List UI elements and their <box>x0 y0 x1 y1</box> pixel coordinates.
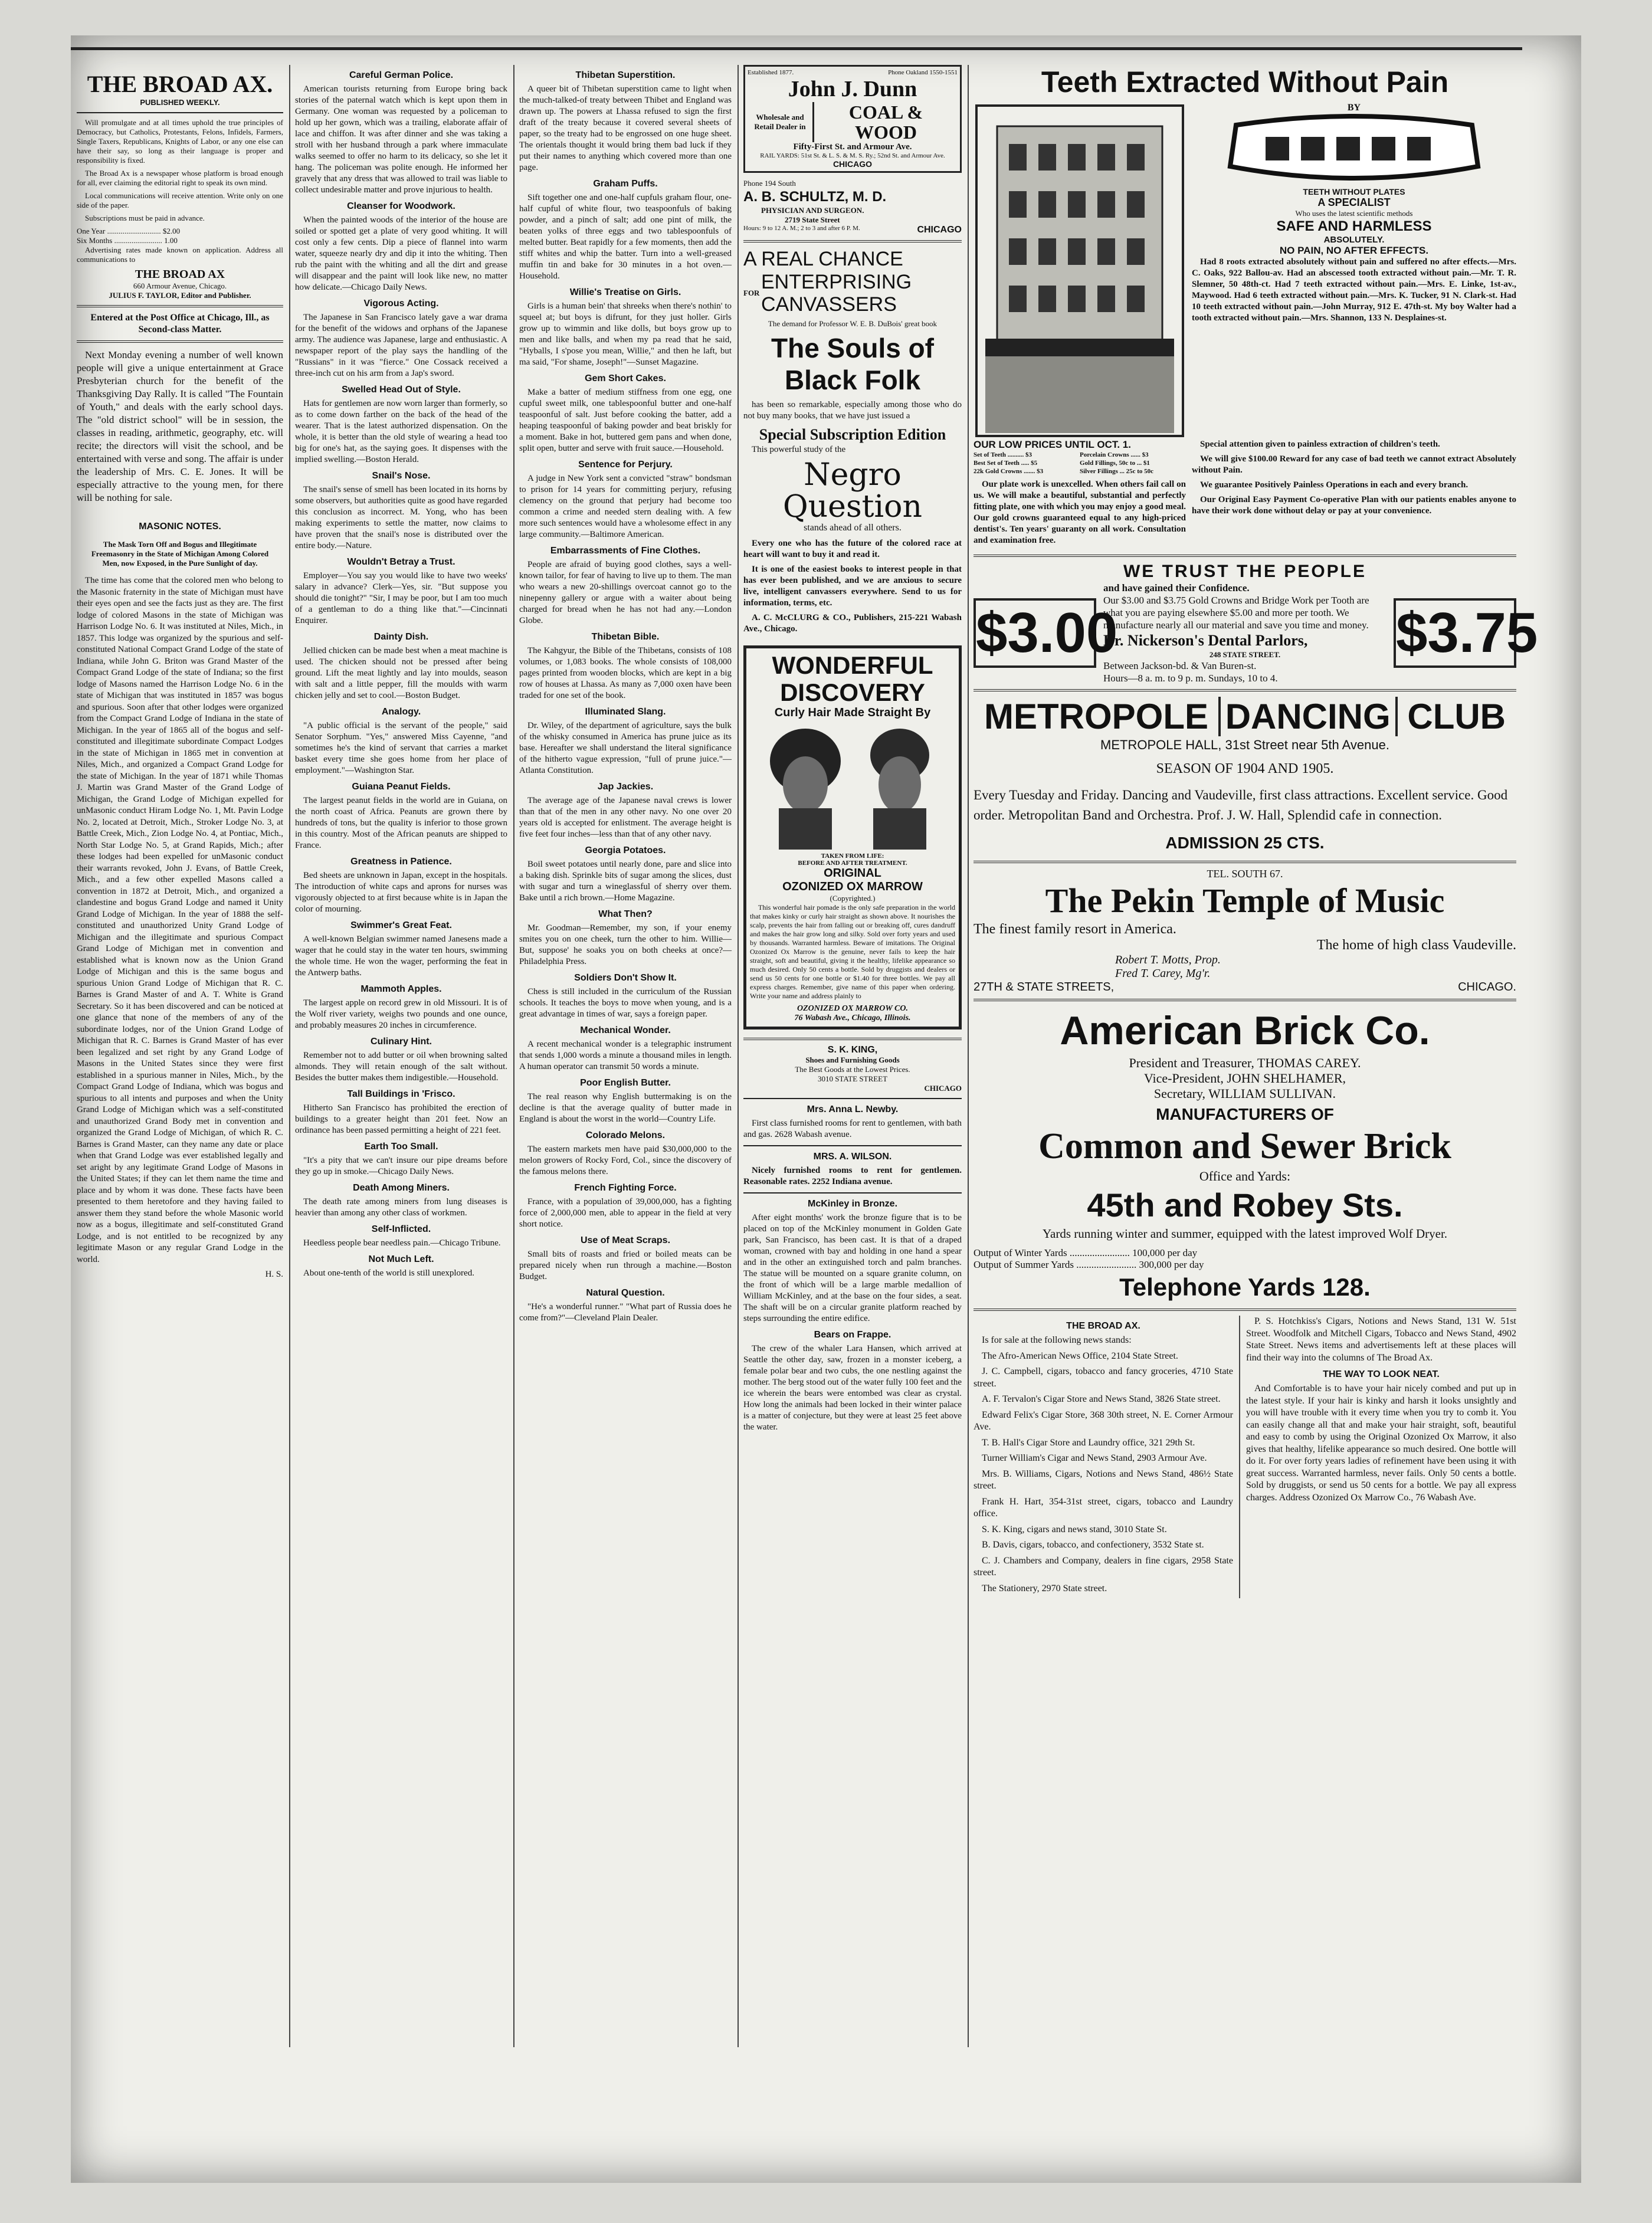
column-3 <box>519 65 732 2059</box>
article-body: A judge in New York sent a convicted "straw" bondsman to prison for 14 years for committing perjury, refusing clemency on the ground that perjury had become too common a crime and needed stern dealing with. A few more such sentences would have a wholesome effect in any large community.—Baltimore American. <box>519 474 732 539</box>
nickerson-address: 248 STATE STREET. <box>1209 650 1281 659</box>
wonder-caption-1: TAKEN FROM LIFE: <box>821 853 884 860</box>
article-heading: French Fighting Force. <box>574 1183 677 1193</box>
article-body: The largest apple on record grew in old Missouri. It is of the Wolf river variety, weighs two pounds and one ounce, and probably measures 20 inches in circumference. <box>295 998 507 1030</box>
stands-intro: Is for sale at the following news stands: <box>982 1335 1132 1345</box>
nickerson-hours: Hours—8 a. m. to 9 p. m. Sundays, 10 to 4. <box>1103 673 1278 684</box>
article-heading: What Then? <box>598 909 653 919</box>
article-heading: Culinary Hint. <box>370 1037 432 1047</box>
news-stand-item: C. J. Chambers and Company, dealers in fine cigars, 2958 State street. <box>974 1555 1233 1578</box>
book-title-2: Black Folk <box>784 365 921 395</box>
pekin-line-2: The home of high class Vaudeville. <box>1316 937 1516 953</box>
wonder-address-2: 76 Wabash Ave., Chicago, Illinois. <box>794 1014 911 1022</box>
dunn-coal: COAL & <box>848 101 923 123</box>
column-5 <box>974 65 1538 2059</box>
canvass-headline-1: A REAL CHANCE <box>743 248 903 270</box>
news-stand-item: Edward Felix's Cigar Store, 368 30th street, N. E. Corner Armour Ave. <box>974 1409 1233 1432</box>
article-heading: Vigorous Acting. <box>363 299 439 309</box>
metropole-dancing-club <box>974 696 1516 737</box>
bears-body: The crew of the whaler Lara Hansen, which arrived at Seattle the other day, saw, frozen in a monster iceberg, a female polar bear and two cubs, the one nestling against the mother. The berg stood out of the water fully 100 feet and the ice wherein the bears were entombed was clear as crystal. How long the animals had been locked in their winter palace is a matter of conjecture, but they were at least 25 feet above the water. <box>743 1344 962 1432</box>
masthead-ads: Advertising rates made known on application. Address all communications to <box>77 245 283 264</box>
column-rule <box>513 65 514 2047</box>
no-pain: NO PAIN, NO AFTER EFFECTS. <box>1279 245 1429 256</box>
article-heading: Mechanical Wonder. <box>580 1025 671 1035</box>
dunn-wood: WOOD <box>855 122 917 143</box>
low-prices: OUR LOW PRICES UNTIL OCT. 1. <box>974 439 1131 450</box>
king-tagline-2: The Best Goods at the Lowest Prices. <box>795 1065 910 1074</box>
article-heading: Thibetan Bible. <box>591 632 660 642</box>
article-body: Hats for gentlemen are now worn larger than formerly, so as to come down farther on the back of the head of the wearer. That is the latest authorized dispensation. On the whole, it is better than the old style of wearing a head too big for one's hat, as the saying goes. It dispenses with the implied swelling.—Boston Herald. <box>295 399 507 464</box>
pekin-address: 27TH & STATE STREETS, <box>974 981 1115 994</box>
schultz-hours: Hours: 9 to 12 A. M.; 2 to 3 and after 6 P. M. <box>743 225 860 232</box>
article-body: Hitherto San Francisco has prohibited the erection of buildings to a greater height than 201 feet. Now an ordinance has been passed permitting a height of 221 feet. <box>295 1103 507 1135</box>
brick-product: Common and Sewer Brick <box>1038 1126 1451 1166</box>
article-heading: Dainty Dish. <box>373 632 429 642</box>
king-name: S. K. KING, <box>827 1045 878 1055</box>
safe-harmless: SAFE AND HARMLESS <box>1276 218 1432 234</box>
dunn-dealer: Wholesale and Retail Dealer in <box>754 113 806 131</box>
article-body: "A public official is the servant of the people," said Senator Sorphum. "Yes," answered Miss Cayenne, "and sometimes he's the kind of servant that carries a market basket every time she goes home from her place of employment."—Washington Star. <box>295 721 507 775</box>
prices-left <box>974 451 1080 476</box>
article-heading: Analogy. <box>381 707 421 717</box>
dunn-name: John J. Dunn <box>788 77 917 101</box>
article-body: "It's a pity that we can't insure our pipe dreams before they go up in smoke.—Chicago Daily News. <box>295 1156 507 1176</box>
wonder-headline-2: DISCOVERY <box>780 678 925 706</box>
pekin-proprietor: Robert T. Motts, Prop. <box>1115 953 1221 966</box>
article-body: Chess is still included in the curriculum of the Russian schools. It teaches the boys to move when young, and is a great advantage in times of war, says a foreign paper. <box>519 987 732 1019</box>
canvass-p2: This powerful study of the <box>752 445 846 454</box>
brick-headline: American Brick Co. <box>1060 1008 1430 1053</box>
story-entertainment: Next Monday evening a number of well known people will give a unique entertainment at Grace Presbyterian church for the benefit of the Thanksgiving Day Rally. It is called "The Fountain of Youth," and deals with the early school days. The "old district school" will be in session, the classes in reading, arithmetic, geography, etc. will recite; the directors will visit the school, and be entertained with verse and song. The affair is under the leadership of Mrs. C. E. Jones. It will be especially attractive to the young men, for there will be nothing for sale. <box>77 349 283 503</box>
canvassers-ad <box>743 247 962 635</box>
brick-manufacturers: MANUFACTURERS OF <box>1156 1105 1334 1123</box>
article-heading: Guiana Peanut Fields. <box>352 782 451 792</box>
canvass-headline-2: ENTERPRISING <box>761 271 912 293</box>
absolutely: ABSOLUTELY. <box>1323 235 1385 245</box>
price-item: Porcelain Crowns ...... $3 <box>1080 451 1149 458</box>
article-heading: Gem Short Cakes. <box>585 373 666 383</box>
stands-heading: THE BROAD AX. <box>1066 1321 1140 1331</box>
article-heading: Sentence for Perjury. <box>578 460 673 470</box>
article-heading: Mammoth Apples. <box>360 984 442 994</box>
schultz-title: PHYSICIAN AND SURGEON. <box>761 206 864 215</box>
article-heading: Georgia Potatoes. <box>585 845 666 855</box>
rate-one-year: One Year ............................ $2.00 <box>77 227 181 235</box>
specialist: A SPECIALIST <box>1317 196 1391 208</box>
mckinley-heading: McKinley in Bronze. <box>807 1199 898 1209</box>
king-tagline: Shoes and Furnishing Goods <box>805 1055 900 1064</box>
price-item: Best Set of Teeth ..... $5 <box>974 460 1038 467</box>
article-heading: Illuminated Slang. <box>585 707 666 717</box>
article-body: The death rate among miners from lung diseases is heavier than among any other class of workmen. <box>295 1197 507 1218</box>
article-heading: Tall Buildings in 'Frisco. <box>347 1089 455 1099</box>
article-body: France, with a population of 39,000,000, has a fighting force of 2,000,000 men, able to appear in the field at very short notice. <box>519 1197 732 1229</box>
metropole-season: SEASON OF 1904 AND 1905. <box>1156 761 1334 776</box>
column-rule <box>738 65 739 2047</box>
news-stand-item: The Afro-American News Office, 2104 State Street. <box>982 1350 1178 1361</box>
king-city: CHICAGO <box>924 1084 962 1093</box>
pekin-headline: The Pekin Temple of Music <box>1045 881 1445 920</box>
brick-address: 45th and Robey Sts. <box>1087 1186 1403 1224</box>
masonic-subheading: The Mask Torn Off and Bogus and Illegitimate Freemasonry in the State of Michigan Among Colored Men, now Exposed, in the Pure Sunlight of day. <box>91 540 269 568</box>
column-1 <box>77 65 283 2059</box>
masthead-intro-2: The Broad Ax is a newspaper whose platform is broad enough for all, ever claiming the editorial right to speak its own mind. <box>77 169 283 187</box>
brick-output-summer: Output of Summer Yards ........................ 300,000 per day <box>974 1259 1204 1270</box>
article-heading: Colorado Melons. <box>585 1130 666 1140</box>
rate-six-months: Six Months ......................... 1.00 <box>77 236 178 245</box>
article-body: The average age of the Japanese naval crews is lower than that of the men in any other navy. No one over 20 years old is accepted for enlistment. The average height is five feet four inches—less than that of any other navy. <box>519 796 732 839</box>
newby-body: First class furnished rooms for rent to gentlemen, with bath and gas. 2628 Wabash avenue. <box>743 1119 962 1139</box>
schultz-address: 2719 State Street <box>785 215 840 224</box>
article-heading: Death Among Miners. <box>353 1183 450 1193</box>
entered-notice: Entered at the Post Office at Chicago, Ill., as Second-class Matter. <box>90 313 270 335</box>
news-stand-item: J. C. Campbell, cigars, tobacco and fancy groceries, 4710 State street. <box>974 1366 1233 1389</box>
negro-label: Negro <box>804 457 902 493</box>
article-heading: Soldiers Don't Show It. <box>574 973 677 983</box>
dunn-coal-ad <box>743 65 962 173</box>
king-address: 3010 STATE STREET <box>817 1074 888 1083</box>
article-body: The largest peanut fields in the world are in Guiana, on the north coast of Africa. Peanuts are grown there by hundreds of tons, but the quality is inferior to those grown in this country. Most of the African peanuts are shipped to France. <box>295 796 507 850</box>
masthead-subtitle: PUBLISHED WEEKLY. <box>140 98 220 107</box>
article-heading: Wouldn't Betray a Trust. <box>347 557 455 567</box>
masthead-intro: Will promulgate and at all times uphold the true principles of Democracy, but Catholics, Protestants, Felons, Infidels, Farmers, Single Taxers, Republicans, Knights of Labor, or any one else can have their say, so long as their language is proper and responsibility is fixed. <box>77 118 283 165</box>
article-body: "He's a wonderful runner." "What part of Russia does he come from?"—Cleveland Plain Dealer. <box>519 1302 732 1323</box>
question-label: Question <box>783 489 922 524</box>
canvass-p4: Every one who has the future of the colored race at heart will want to buy it and read it. <box>743 539 962 559</box>
payment-plan: Our Original Easy Payment Co-operative Plan with our patients enables anyone to have their work done without delay or pay at your convenience. <box>1192 495 1516 516</box>
reward: We will give $100.00 Reward for any case of bad teeth we cannot extract Absolutely without Pain. <box>1192 454 1516 475</box>
article-heading: Self-Inflicted. <box>371 1224 431 1234</box>
trust-headline: WE TRUST THE PEOPLE <box>1123 562 1367 581</box>
column-4 <box>743 65 962 2059</box>
wonder-copyright: (Copyrighted.) <box>830 894 876 903</box>
article-body: A recent mechanical wonder is a telegraphic instrument that sends 1,000 words a minute a thousand miles in length. A human operator can transmit 50 words a minute. <box>519 1040 732 1071</box>
dancing-word: DANCING <box>1218 697 1398 736</box>
article-heading: Natural Question. <box>586 1288 665 1298</box>
nickerson-between: Between Jackson-bd. & Van Buren-st. <box>1103 660 1257 671</box>
article-heading: Snail's Nose. <box>372 471 431 481</box>
special-attention: Special attention given to painless extraction of children's teeth. <box>1200 440 1440 449</box>
dental-building-illustration <box>974 103 1186 439</box>
masonic-heading: MASONIC NOTES. <box>139 522 221 532</box>
article-heading: Thibetan Superstition. <box>575 70 676 80</box>
wilson-name: MRS. A. WILSON. <box>813 1152 892 1162</box>
trust-body: Our $3.00 and $3.75 Gold Crowns and Bridge Work per Tooth are what you are paying elsewhere $5.00 and more per tooth. We manufacture nearly all our material and save you time and money. <box>1103 595 1369 631</box>
nickerson-name: Dr. Nickerson's Dental Parlors, <box>1103 632 1308 649</box>
article-body: When the painted woods of the interior of the house are soiled or spotted get a plate of very good whiting. It will cost only a few cents. Dip a piece of flannel into warm water, squeeze nearly dry and dip it into the whiting. Then rub the paint with the whiting and all the dirt and grease will disappear and the paint will look like new, no matter how delicate.—Chicago Daily News. <box>295 215 507 292</box>
canvass-publisher: A. C. McCLURG & CO., Publishers, 215-221 Wabash Ave., Chicago. <box>743 613 962 634</box>
wilson-body: Nicely furnished rooms to rent for gentlemen. Reasonable rates. 2252 Indiana avenue. <box>743 1166 962 1186</box>
plate-work: Our plate work is unexcelled. When others fail call on us. We will make a beautiful, substantial and perfectly fitting plate, one with which you may enjoy a good meal. Our gold crowns guaranteed equal to any high-priced dentist's. Ten years' guaranty on all work. Consultation and examination free. <box>974 480 1186 545</box>
column-rule <box>289 65 290 2047</box>
article-body: American tourists returning from Europe bring back stories of the paternal watch which is kept upon them in Germany. One woman was requested by a policeman to hold up her gown, which was a trailing, elaborate affair of lace and chiffon. It was after dinner and she was taking a stroll with her husband through a park where immaculate walks seemed to offer no harm to its delicacy, so she let it hang. The policeman was polite enough. He informed her gravely that any dress that was allowed to trail was liable to collect undesirable matter and prove injurious to health. <box>295 84 507 195</box>
dunn-phone: Phone Oakland 1550-1551 <box>888 69 958 76</box>
schultz-phone: Phone 194 South <box>743 179 796 188</box>
masonic-signature: H. S. <box>265 1270 283 1279</box>
article-heading: Careful German Police. <box>349 70 454 80</box>
look-neat-heading: THE WAY TO LOOK NEAT. <box>1323 1369 1440 1379</box>
metropole-body: Every Tuesday and Friday. Dancing and Vaudeville, first class attractions. Excellent service. Good order. Metropolitan Band and Orchestra. Prof. J. W. Hall, Splendid cafe in connection. <box>974 788 1508 822</box>
price-item: Gold Fillings, 50c to ... $1 <box>1080 460 1150 467</box>
article-body: The Japanese in San Francisco lately gave a war drama for the benefit of the widows and orphans of the Japanese army. The audience was Japanese, large and enthusiastic. A newspaper report of the play says the handling of the "Russians" in it was "fierce." One Cossack received a three-inch cut on his arm from a Jap's sword. <box>295 313 507 378</box>
metropole-hall: METROPOLE HALL, 31st Street near 5th Avenue. <box>1100 737 1389 752</box>
top-rule <box>71 47 1522 50</box>
news-stand-item: Frank H. Hart, 354-31st street, cigars, tobacco and Laundry office. <box>974 1496 1233 1519</box>
news-stand-item: T. B. Hall's Cigar Store and Laundry office, 321 29th St. <box>982 1437 1195 1448</box>
teeth-logo <box>1192 113 1516 184</box>
schultz-city: CHICAGO <box>917 225 962 235</box>
special-edition: Special Subscription Edition <box>759 426 946 443</box>
brick-yards: Yards running winter and summer, equipped with the latest improved Wolf Dryer. <box>1042 1227 1448 1241</box>
canvass-for: FOR <box>743 288 760 297</box>
brick-telephone: Telephone Yards 128. <box>1119 1273 1371 1301</box>
canvass-demand: The demand for Professor W. E. B. DuBois' great book <box>768 319 938 328</box>
article-body: The snail's sense of smell has been located in its horns by some observers, but authorities quite as good have regarded this conclusion as incorrect. M. Yong, who has been making experiments to settle the matter, now claims to have proven that the snail's nose is distributed over the entire body.—Nature. <box>295 485 507 550</box>
article-heading: Cleanser for Woodwork. <box>347 201 455 211</box>
dunn-city: CHICAGO <box>832 159 873 169</box>
article-heading: Poor English Butter. <box>580 1078 671 1088</box>
address-name: THE BROAD AX <box>135 268 225 281</box>
brick-output-winter: Output of Winter Yards ........................ 100,000 per day <box>974 1247 1198 1258</box>
price-375: $3.75 <box>1394 598 1516 668</box>
address: 660 Armour Avenue, Chicago. <box>133 281 227 290</box>
masonic-body: The time has come that the colored men who belong to the Masonic fraternity in the state of Michigan must have their eyes open and see the facts just as they are. The first lodge of colored Masons in the state of Michigan was Harrison Lodge No. 6. It was instituted at Niles, Mich., in 1857. This lodge was organized by the spurious and self-constituted National Compact Grand Lodge of the state of Indiana, while John G. Briton was Grand Master of the Compact Grand Lodge of the state of Indiana; so the first lodge of Masons named the Harrison Lodge No. 6 in the state of Michigan that was instituted in 1857 was bogus and spurious. Soon after that other lodges were organized from the Compact Grand Lodge of Indiana in the state of Michigan. In the year of 1865 all of the bogus and self-constituted and illegitimate subordinate Compact Lodges in the state of Michigan in 1865 met in convention at Niles, Mich., and organized a Compact Grand Lodge for the state of Michigan. In the year of 1871 while Thomas J. Martin was Grand Master of the Grand Lodge of Michigan, the Grand Lodge of Michigan expelled for unMasonic conduct Hiram Lodge No. 1, Mt. Pavin Lodge No. 2, located at Detroit, Mich., Stroker Lodge No. 3, at Battle Creek, Mich., Zion Lodge No. 4, at Pontiac, Mich., North Star Lodge No. 5, at Grand Rapids, Mich.; after these lodges had been expelled for unMasonic conduct their warrants revoked, John J. Evans, of Battle Creek, Mich., and a few other expelled Masons called a convention in 1872 at Detroit, Mich., and organized a clandestine and bogus Grand Lodge and named it Unity Grand Lodge of Michigan. In the year of 1888 the self-constituted and unauthorized Unity Grand Lodge of Michigan and the illegitimate and spurious Compact Grand Lodge of Michigan met in convention and established what is known now as the Union Grand Lodge of Michigan and this is the same bogus and spurious Union Grand Lodge of Michigan that R. C. Barnes is Grand Master of and A. T. White is Grand Secretary. So it has been discovered and can be noticed at one glance that none of the members of any of the subordinate lodges, nor of the Union Grand Lodge of Michigan that R. C. Barnes is Grand Master of has ever been legalized and set right by any Grand Lodge of Masons in the United States since they were first established in a spurious manner in Niles, Mich., by the Compact Grand Lodge of Indiana, which was bogus and spurious to all intents and purposes and when the Unity Grand Lodge of Michigan which was a self-constituted and unauthorized Grand Body met in convention and organized the Grand Lodge of Michigan, of which R. C. Barnes is Grand Master, can they name any date or place when that Grand Lodge was ever established legally and set aright by any legitimate Grand Lodge of Masons in the United States; if they can let them name the time and place and by whom it was done. These facts have been presented to them heretofore and they having failed to answer them they stand before the whole Masonic world now as a bogus, illegitimate and self-constituted Grand Lodge, and is not entitled to be recognized by any legitimate Mason or any regular Grand Lodge in the world. <box>77 576 283 1264</box>
wonder-product: OZONIZED OX MARROW <box>782 880 923 893</box>
trust-confidence: and have gained their Confidence. <box>1103 582 1250 594</box>
article-heading: Swelled Head Out of Style. <box>342 385 461 395</box>
metropole-word: METROPOLE <box>984 697 1209 736</box>
article-body: People are afraid of buying good clothes, says a well-known tailor, for fear of having to live up to them. The man who wears a new 20-shillings overcoat cannot go to the ninepenny gallery or argue with a waiter about being charged for bread when he has not had any.—London Globe. <box>519 560 732 625</box>
article-body: A well-known Belgian swimmer named Janesens made a wager that he could stay in the water ten hours, swimming the whole time. He won the wager, performing the feat in the Antwerp baths. <box>295 935 507 978</box>
testimonials: Had 8 roots extracted absolutely without pain and suffered no after effects.—Mrs. C. Oaks, 922 Ballou-av. Had an abscessed tooth extracted without pain.—Mr. T. R. Slemner, 50 48th-ct. Had 7 teeth extracted without pain.—Mrs. E. Linke, 1st-av., Maywood. Had 6 teeth extracted without pain.—Mrs. K. Tucker, 91 N. Clark-st. Had 10 teeth extracted without pain.—John Murray, 912 E. 47th-st. My boy Walter had a tooth extracted without pain.—Mrs. Shannon, 133 N. Desplaines-st. <box>1192 257 1516 323</box>
wonder-caption-2: BEFORE AND AFTER TREATMENT. <box>798 860 907 867</box>
article-body: Mr. Goodman—Remember, my son, if your enemy smites you on one cheek, turn the other to him. Willie—But, suppose' he soaks you on both cheeks at once?—Philadelphia Press. <box>519 923 732 966</box>
editor: JULIUS F. TAYLOR, Editor and Publisher. <box>109 291 251 300</box>
price-item: Silver Fillings ... 25c to 50c <box>1080 468 1154 475</box>
wonderful-discovery-ad <box>743 645 962 1029</box>
pekin-city: CHICAGO. <box>1458 981 1516 994</box>
metropole-admission: ADMISSION 25 CTS. <box>1165 834 1325 852</box>
king-ad <box>743 1045 962 1093</box>
news-stand-item: Mrs. B. Williams, Cigars, Notions and News Stand, 486½ State street. <box>974 1468 1233 1491</box>
article-heading: Use of Meat Scraps. <box>580 1235 671 1245</box>
canvass-headline-3: CANVASSERS <box>761 293 897 316</box>
news-stand-item: B. Davis, cigars, tobacco, and confectionery, 3532 State st. <box>982 1540 1204 1550</box>
price-300: $3.00 <box>974 598 1096 668</box>
masthead-intro-3: Local communications will receive attention. Write only on one side of the paper. <box>77 191 283 209</box>
news-stand-item: A. F. Tervalon's Cigar Store and News Stand, 3826 State street. <box>982 1394 1221 1404</box>
bears-heading: Bears on Frappe. <box>814 1330 891 1340</box>
column-2 <box>295 65 507 2059</box>
article-body: Employer—You say you would like to have two weeks' salary in advance? Clerk—Yes, sir. "But suppose you should die tonight?" "Sir, I may be poor, but I am too much of a gentleman to do a thing like that."—Cincinnati Enquirer. <box>295 571 507 625</box>
pekin-manager: Fred T. Carey, Mg'r. <box>1115 967 1211 980</box>
canvass-p3: stands ahead of all others. <box>804 523 902 533</box>
wonder-address-1: OZONIZED OX MARROW CO. <box>797 1004 908 1013</box>
article-heading: Greatness in Patience. <box>350 857 452 867</box>
newby-name: Mrs. Anna L. Newby. <box>807 1104 899 1114</box>
article-heading: Not Much Left. <box>368 1254 434 1264</box>
article-heading: Earth Too Small. <box>364 1142 438 1152</box>
article-heading: Embarrassments of Fine Clothes. <box>550 546 701 556</box>
news-stand-item: The Stationery, 2970 State street. <box>982 1583 1107 1594</box>
wonder-original: ORIGINAL <box>824 867 881 880</box>
brick-secretary: Secretary, WILLIAM SULLIVAN. <box>1153 1086 1336 1101</box>
article-heading: Jap Jackies. <box>597 782 654 792</box>
article-body: Sift together one and one-half cupfuls graham flour, one-half cupful of white flour, two teaspoonfuls of baking powder, and a pinch of salt; add one pint of milk, the beaten yolks of three eggs and two tablespoonfuls of melted butter. Beat rapidly for a few moments, then add the stiff whites and whip the batter. Turn into a well-greased muffin tin and bake for 30 minutes in a hot oven.—Household. <box>519 193 732 281</box>
price-item: 22k Gold Crowns ....... $3 <box>974 468 1044 475</box>
article-heading: Graham Puffs. <box>593 179 658 189</box>
brick-president: President and Treasurer, THOMAS CAREY. <box>1129 1055 1361 1070</box>
article-body: Jellied chicken can be made best when a meat machine is used. The chicken should not be pressed after being ground. Lift the meat lightly and lay into moulds, season with salt and a little pepper, fill the moulds with warm chicken jelly and set to cool.—Boston Budget. <box>295 646 507 700</box>
pekin-phone: TEL. SOUTH 67. <box>1207 868 1283 880</box>
teeth-headline: Teeth Extracted Without Pain <box>1041 65 1449 99</box>
book-title-1: The Souls of <box>771 333 934 363</box>
article-body: Dr. Wiley, of the department of agriculture, says the bulk of the whisky consumed in America has prune juice as its base. Hereafter we shall understand the literal significance of the hitherto vague expression, "full of prune juice."—Atlanta Constitution. <box>519 721 732 775</box>
wonder-body: This wonderful hair pomade is the only safe preparation in the world that makes kinky or curly hair straight as shown above. It nourishes the scalp, prevents the hair from falling out or breaking off, cures dandruff and makes the hair grow long and silky. Sold over forty years and used by thousands. Warranted harmless. Beware of imitations. The Original Ozonized Ox Marrow is the genuine, never fails to keep the hair straight, soft and beautiful, giving it the healthy, lifelike appearance so much desired. Only 50 cents a bottle. Sold by druggists and dealers or send us 50 cents for one bottle or $1.40 for three bottles. We pay all express charges. Remember, give name of this paper when ordering. Write your name and address plainly to <box>750 903 955 1000</box>
article-body: Small bits of roasts and fried or boiled meats can be prepared nicely when run through a machine.—Boston Budget. <box>519 1250 732 1281</box>
teeth-logo-text: TEETH WITHOUT PLATES <box>1303 187 1405 196</box>
pekin-line-1: The finest family resort in America. <box>974 922 1176 937</box>
dunn-address: Fifty-First St. and Armour Ave. <box>793 142 912 152</box>
schultz-ad <box>743 179 962 235</box>
article-body: The eastern markets men have paid $30,000,000 to the melon growers of Rocky Ford, Col., since the discovery of the famous melons there. <box>519 1145 732 1176</box>
article-body: About one-tenth of the world is still unexplored. <box>303 1268 474 1278</box>
mckinley-body: After eight months' work the bronze figure that is to be placed on top of the McKinley monument in Golden Gate park, San Francisco, has been cast. It is that of a draped woman, crowned with bay and holding in one hand a spear and in the other an extinguished torch and palm branches. The statue will be mounted on a square granite column, on the front of which will be a large marble medallion of William McKinley, and at the base on the four sides, a seat. The shaft will be on a circular granite platform reached by steps surrounding the entire edifice. <box>743 1213 962 1323</box>
masthead-intro-4: Subscriptions must be paid in advance. <box>85 214 205 222</box>
club-word: CLUB <box>1407 697 1506 736</box>
prices-right <box>1080 451 1186 476</box>
article-heading: Willie's Treatise on Girls. <box>569 287 681 297</box>
article-body: Remember not to add butter or oil when browning salted almonds. They will retain enough of the salt without. Besides the butter makes them indigestible.—Household. <box>295 1051 507 1083</box>
wonder-headline-3: Curly Hair Made Straight By <box>774 706 931 719</box>
article-body: Bed sheets are unknown in Japan, except in the hospitals. The introduction of white caps and aprons for nurses was vigorously objected to at first because white is in Japan the color of mourning. <box>295 871 507 914</box>
column-rule <box>968 65 969 2047</box>
brick-vice: Vice-President, JOHN SHELHAMER, <box>1143 1071 1346 1086</box>
specialist-line: Who uses the latest scientific methods <box>1295 209 1413 218</box>
masthead-title: THE BROAD AX. <box>87 71 273 97</box>
news-stand-item: S. K. King, cigars and news stand, 3010 State St. <box>982 1524 1167 1535</box>
article-body: The Kahgyur, the Bible of the Thibetans, consists of 108 volumes, or 1,083 books. The whole consists of 108,000 pages printed from wooden blocks, which are kept in a big row of houses at Lhassa. As many as 7,000 oxen have been traded for one set of the book. <box>519 646 732 700</box>
schultz-name: A. B. SCHULTZ, M. D. <box>743 189 887 205</box>
before-after-portraits <box>750 720 955 850</box>
teeth-by: BY <box>1347 103 1361 113</box>
article-body: Make a batter of medium stiffness from one egg, one cupful sweet milk, one tablespoonful butter and one-half teaspoonful of salt. Just before cooking the batter, add a heaping teaspoonful of baking powder and beat briskly for a moment. Bake in hot, buttered gem pans and when done, split open, butter and serve with fruit sauce.—Household. <box>519 388 732 453</box>
look-neat-body: And Comfortable is to have your hair nicely combed and put up in the latest style. If your hair is kinky and harsh it looks unsightly and you will have trouble with it every time when you try to comb it. You can easily change all that and make your hair straight, soft, beautiful and easy to comb by using the Original Ozonized Ox Marrow, it also gives that healthy, lifelike appearance so much desired. One bottle will do it. For over forty years ladies of refinement have been using it with great success. Warranted harmless, never fails. Only 50 cents a bottle. Sold by druggists, or send us 50 cents for a bottle. We pay all express charges. Address Ozonized Ox Marrow Co., 76 Wabash Ave. <box>1246 1383 1516 1503</box>
canvass-p5: It is one of the easiest books to interest people in that has ever been published, and we are anxious to secure live, intelligent canvassers everywhere. Send to us for information, terms, etc. <box>743 565 962 608</box>
canvass-p1: has been so remarkable, especially among those who do not buy many books, that we have just issued a <box>743 400 962 421</box>
brick-office: Office and Yards: <box>1199 1169 1291 1183</box>
news-stand-item: Turner William's Cigar and News Stand, 2903 Armour Ave. <box>982 1453 1207 1463</box>
wonder-headline-1: WONDERFUL <box>772 651 933 679</box>
hotchkiss-notice: P. S. Hotchkiss's Cigars, Notions and News Stand, 131 W. 51st Street. Woodfolk and Mitchell Cigars, Tobacco and News Stand, 4902 State Street. News items and advertisements left at these places will find their way into the columns of The Broad Ax. <box>1246 1316 1516 1363</box>
dunn-established: Established 1877. <box>748 69 794 76</box>
article-body: A queer bit of Thibetan superstition came to light when the much-talked-of treaty between Thibet and England was drawn up. The powers at Lhassa refused to sign the first draft of the treaty because it covered several sheets of paper, so the treaty had to be engrossed on one huge sheet. The orientals thought it would bring them bad luck if they put their names to anything which covered more than one page. <box>519 84 732 172</box>
price-item: Set of Teeth .......... $3 <box>974 451 1032 458</box>
article-heading: Swimmer's Great Feat. <box>350 920 452 930</box>
guarantee: We guarantee Positively Painless Operations in each and every branch. <box>1200 480 1469 490</box>
article-body: Girls is a human bein' that shreeks when there's nothin' to squeel at; but boys is difrunt, for they just holler. Girls grow up to wimmin and like dolls, but boys grow up to men and like balls, and when my pa read that he said, "Hyballs, I s'pose you mean, Willie," and then he laft, but ma said, "For shame, Joseph!"—Sunset Magazine. <box>519 301 732 367</box>
article-body: The real reason why English buttermaking is on the decline is that the average quality of butter made in England is about the worst in the world—Country Life. <box>519 1092 732 1124</box>
dunn-yards: RAIL YARDS: 51st St. & L. S. & M. S. Ry.; 52nd St. and Armour Ave. <box>760 152 945 159</box>
article-body: Heedless people bear needless pain.—Chicago Tribune. <box>303 1238 501 1248</box>
article-body: Boil sweet potatoes until nearly done, pare and slice into a baking dish. Sprinkle bits of sugar among the slices, dust with sugar and turn a wineglassful of sherry over them. Bake until a rich brown.—Home Magazine. <box>519 860 732 903</box>
